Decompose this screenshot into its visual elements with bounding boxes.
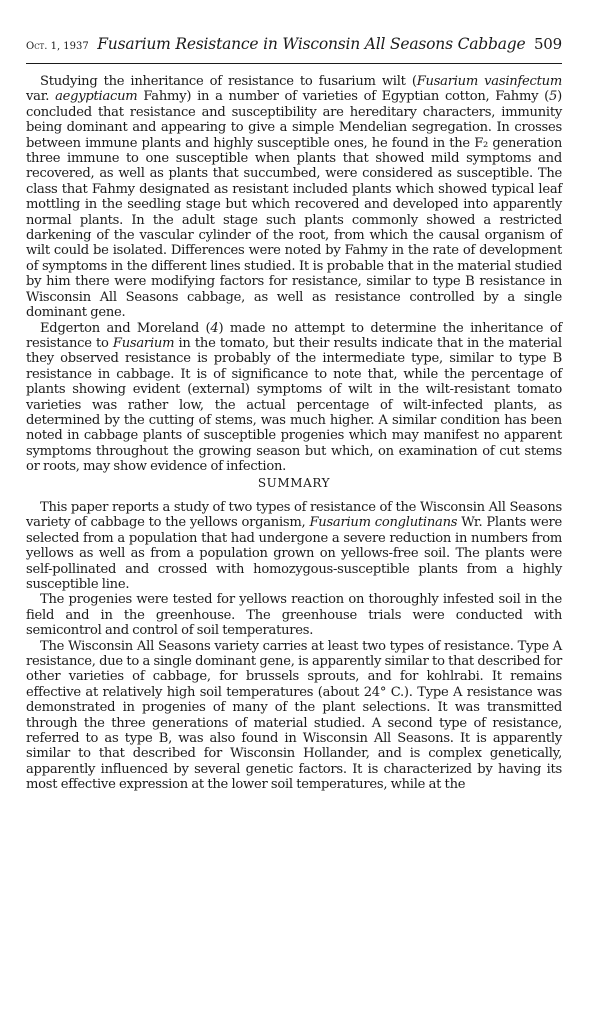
italic-text-run: Fusarium vasinfectum [416,74,562,89]
italic-text-run: Fusarium [112,335,175,351]
page-number: 509 [533,35,562,53]
journal-page [26,34,562,793]
summary-paragraph [26,639,562,793]
text-run: Wr. Plants were selected from a population that had undergone a severe reduction in numbers from yellows as well as from a population grown on yellows-free soil. The plants were self-pollinated and crossed with homozygous-susceptible plants from a highly susceptible line. [26,515,562,592]
text-run: The progenies were tested for yellows reaction on thoroughly infested soil in the field and in the greenhouse. The greenhouse trials were conducted with semicontrol and control of soil temperatures. [26,592,562,639]
body-paragraph [26,74,562,321]
summary-paragraph [26,592,562,638]
text-run: Edgerton and Moreland ( [40,320,211,336]
text-run: var. [26,89,56,105]
text-run: in the tomato, but their results indicate that in the material they observed resistance is probably of the intermediate type, similar to type B resistance in cabbage. It is of significance to note that, while the percentage of plants showing evident (external) symptoms of wilt in the wilt-resistant tomato varieties was rather low, the actual percentage of wilt-infected plants, as determined by the cutting of stems, was much higher. A similar condition has been noted in cabbage plants of susceptible progenies which may manifest no apparent symptoms throughout the growing season but which, on examination of cut stems or roots, may show evidence of infection. [26,335,562,475]
text-run: Studying the inheritance of resistance to fusarium wilt ( [40,74,417,89]
text-run: ) concluded that resistance and susceptibility are hereditary characters, immunity being dominant and appearing to give a simple Mendelian segregation. In crosses between immune plants and highly susceptible ones, he found in the F₂ generation three immune to one susceptible when plants that showed mild symptoms and recovered, as well as plants that succumbed, were considered as susceptible. The class that Fahmy designated as resistant included plants which showed typical leaf mottling in the seedling stage but which recovered and developed into apparently normal plants. In the adult stage such plants commonly showed a restricted darkening of the vascular cylinder of the root, from which the causal organism of wilt could be isolated. Differences were noted by Fahmy in the rate of development of symptoms in the different lines studied. It is probable that in the material studied by him there were modifying factors for resistance, similar to type B resistance in Wisconsin All Seasons cabbage, as well as resistance controlled by a single dominant gene. [26,89,562,321]
running-header [26,34,562,57]
header-rule [26,63,562,64]
italic-text-run: aegyptiacum [55,89,138,105]
summary-paragraph [26,500,562,592]
running-title: Fusarium Resistance in Wisconsin All Seasons Cabbage [97,35,526,53]
text-run: ) made no attempt to determine the inheritance of resistance to [26,320,562,351]
text-run: The Wisconsin All Seasons variety carries at least two types of resistance. Type A resistance, due to a single dominant gene, is apparently similar to that described for other varieties of cabbage, for brussels sprouts, and for kohlrabi. It remains effective at relatively high soil temperatures (about 24° C.). Type A resistance was demonstrated in progenies of many of the plant selections. It was transmitted through the three generations of material studied. A second type of resistance, referred to as type B, was also found in Wisconsin All Seasons. It is apparently similar to that described for Wisconsin Hollander, and is complex genetically, apparently influenced by several genetic factors. It is characterized by having its most effective expression at the lower soil temperatures, while at the [26,638,562,793]
text-run: Fahmy) in a number of varieties of Egyptian cotton, Fahmy ( [137,89,550,105]
italic-text-run: Fusarium conglutinans [309,515,458,531]
article-body [26,74,562,793]
body-paragraph [26,321,562,475]
issue-date: Oct. 1, 1937 [26,41,89,52]
italic-text-run: 4 [210,320,219,336]
summary-heading: SUMMARY [257,475,331,490]
italic-text-run: 5 [549,89,558,105]
text-run: This paper reports a study of two types of resistance of the Wisconsin All Seasons variety of cabbage to the yellows organism, [26,499,562,531]
